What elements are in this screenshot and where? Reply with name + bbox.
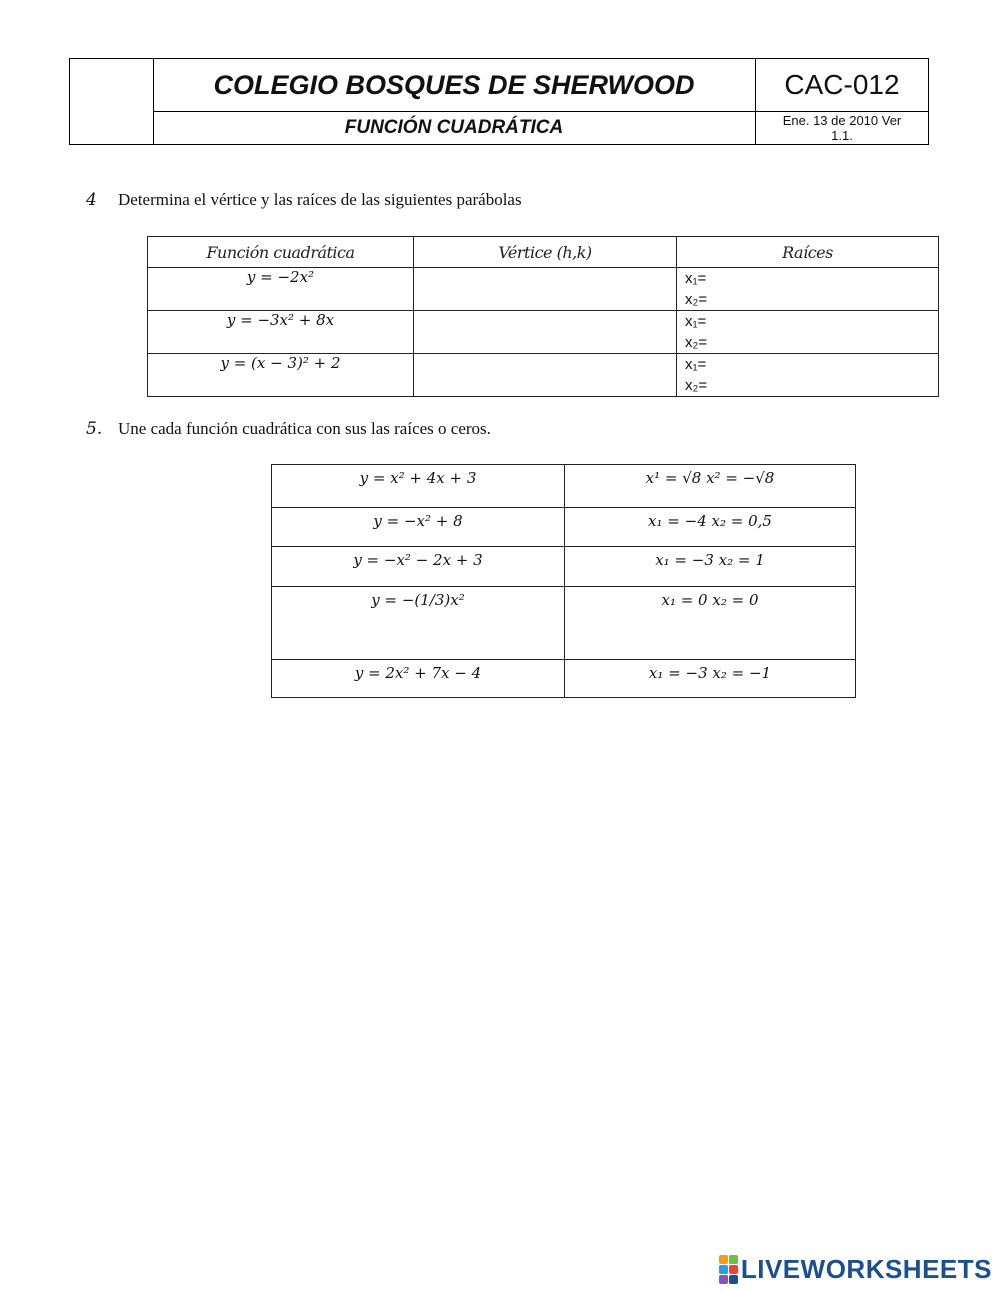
match-roots-item[interactable]: x¹ = √8 x² = −√8 bbox=[565, 465, 856, 508]
function-cell: y = (x − 3)² + 2 bbox=[148, 354, 414, 397]
date-line-2: 1.1. bbox=[831, 128, 853, 143]
roots-answer-field[interactable] bbox=[677, 354, 939, 397]
liveworksheets-wordmark: LIVEWORKSHEETS bbox=[740, 1254, 992, 1284]
root-x2-label: x₂= bbox=[685, 377, 708, 394]
logo-square bbox=[719, 1265, 728, 1274]
table-row bbox=[148, 311, 939, 354]
col-header-function: Función cuadrática bbox=[148, 237, 414, 268]
logo-square bbox=[729, 1265, 738, 1274]
date-line-1: Ene. 13 de 2010 Ver bbox=[782, 113, 902, 128]
root-x1-label: x₁= bbox=[685, 356, 707, 373]
match-function-item[interactable]: y = x² + 4x + 3 bbox=[272, 465, 565, 508]
match-roots-item[interactable]: x₁ = −4 x₂ = 0,5 bbox=[565, 508, 856, 547]
logo-square bbox=[719, 1275, 728, 1284]
logo-square bbox=[719, 1255, 728, 1264]
match-function-item[interactable]: y = −(1/3)x² bbox=[272, 587, 565, 660]
vertex-roots-table bbox=[147, 236, 939, 397]
table-row bbox=[272, 660, 856, 698]
match-function-item[interactable]: y = 2x² + 7x − 4 bbox=[272, 660, 565, 698]
document-date bbox=[756, 111, 928, 144]
roots-answer-field[interactable] bbox=[677, 268, 939, 311]
root-x2-label: x₂= bbox=[685, 334, 708, 351]
table-row bbox=[272, 587, 856, 660]
liveworksheets-logo-icon bbox=[719, 1255, 738, 1284]
question-4-text: Determina el vértice y las raíces de las siguientes parábolas bbox=[118, 190, 522, 209]
col-header-roots: Raíces bbox=[677, 237, 939, 268]
document-header bbox=[69, 58, 929, 145]
question-5-text: Une cada función cuadrática con sus las raíces o ceros. bbox=[118, 419, 491, 438]
logo-square bbox=[729, 1255, 738, 1264]
roots-answer-field[interactable] bbox=[677, 311, 939, 354]
table-header-row bbox=[148, 237, 939, 268]
document-code: CAC-012 bbox=[756, 59, 928, 112]
vertex-answer-field[interactable] bbox=[414, 311, 677, 354]
col-header-vertex: Vértice (h,k) bbox=[414, 237, 677, 268]
logo-cell bbox=[70, 59, 154, 144]
question-5-number: 5. bbox=[86, 419, 103, 439]
vertex-answer-field[interactable] bbox=[414, 268, 677, 311]
match-roots-item[interactable]: x₁ = 0 x₂ = 0 bbox=[565, 587, 856, 660]
logo-square bbox=[729, 1275, 738, 1284]
match-roots-item[interactable]: x₁ = −3 x₂ = 1 bbox=[565, 547, 856, 587]
match-function-item[interactable]: y = −x² − 2x + 3 bbox=[272, 547, 565, 587]
vertex-answer-field[interactable] bbox=[414, 354, 677, 397]
root-x2-label: x₂= bbox=[685, 291, 708, 308]
table-row bbox=[272, 508, 856, 547]
match-function-item[interactable]: y = −x² + 8 bbox=[272, 508, 565, 547]
subject-title: FUNCIÓN CUADRÁTICA bbox=[153, 111, 756, 144]
table-row bbox=[272, 547, 856, 587]
matching-table bbox=[271, 464, 856, 698]
table-row bbox=[272, 465, 856, 508]
school-name: COLEGIO BOSQUES DE SHERWOOD bbox=[153, 59, 756, 112]
table-row bbox=[148, 268, 939, 311]
function-cell: y = −2x² bbox=[148, 268, 414, 311]
function-cell: y = −3x² + 8x bbox=[148, 311, 414, 354]
root-x1-label: x₁= bbox=[685, 313, 707, 330]
table-row bbox=[148, 354, 939, 397]
match-roots-item[interactable]: x₁ = −3 x₂ = −1 bbox=[565, 660, 856, 698]
question-4-number: 4 bbox=[86, 190, 97, 210]
liveworksheets-brand bbox=[719, 1254, 992, 1285]
root-x1-label: x₁= bbox=[685, 270, 707, 287]
